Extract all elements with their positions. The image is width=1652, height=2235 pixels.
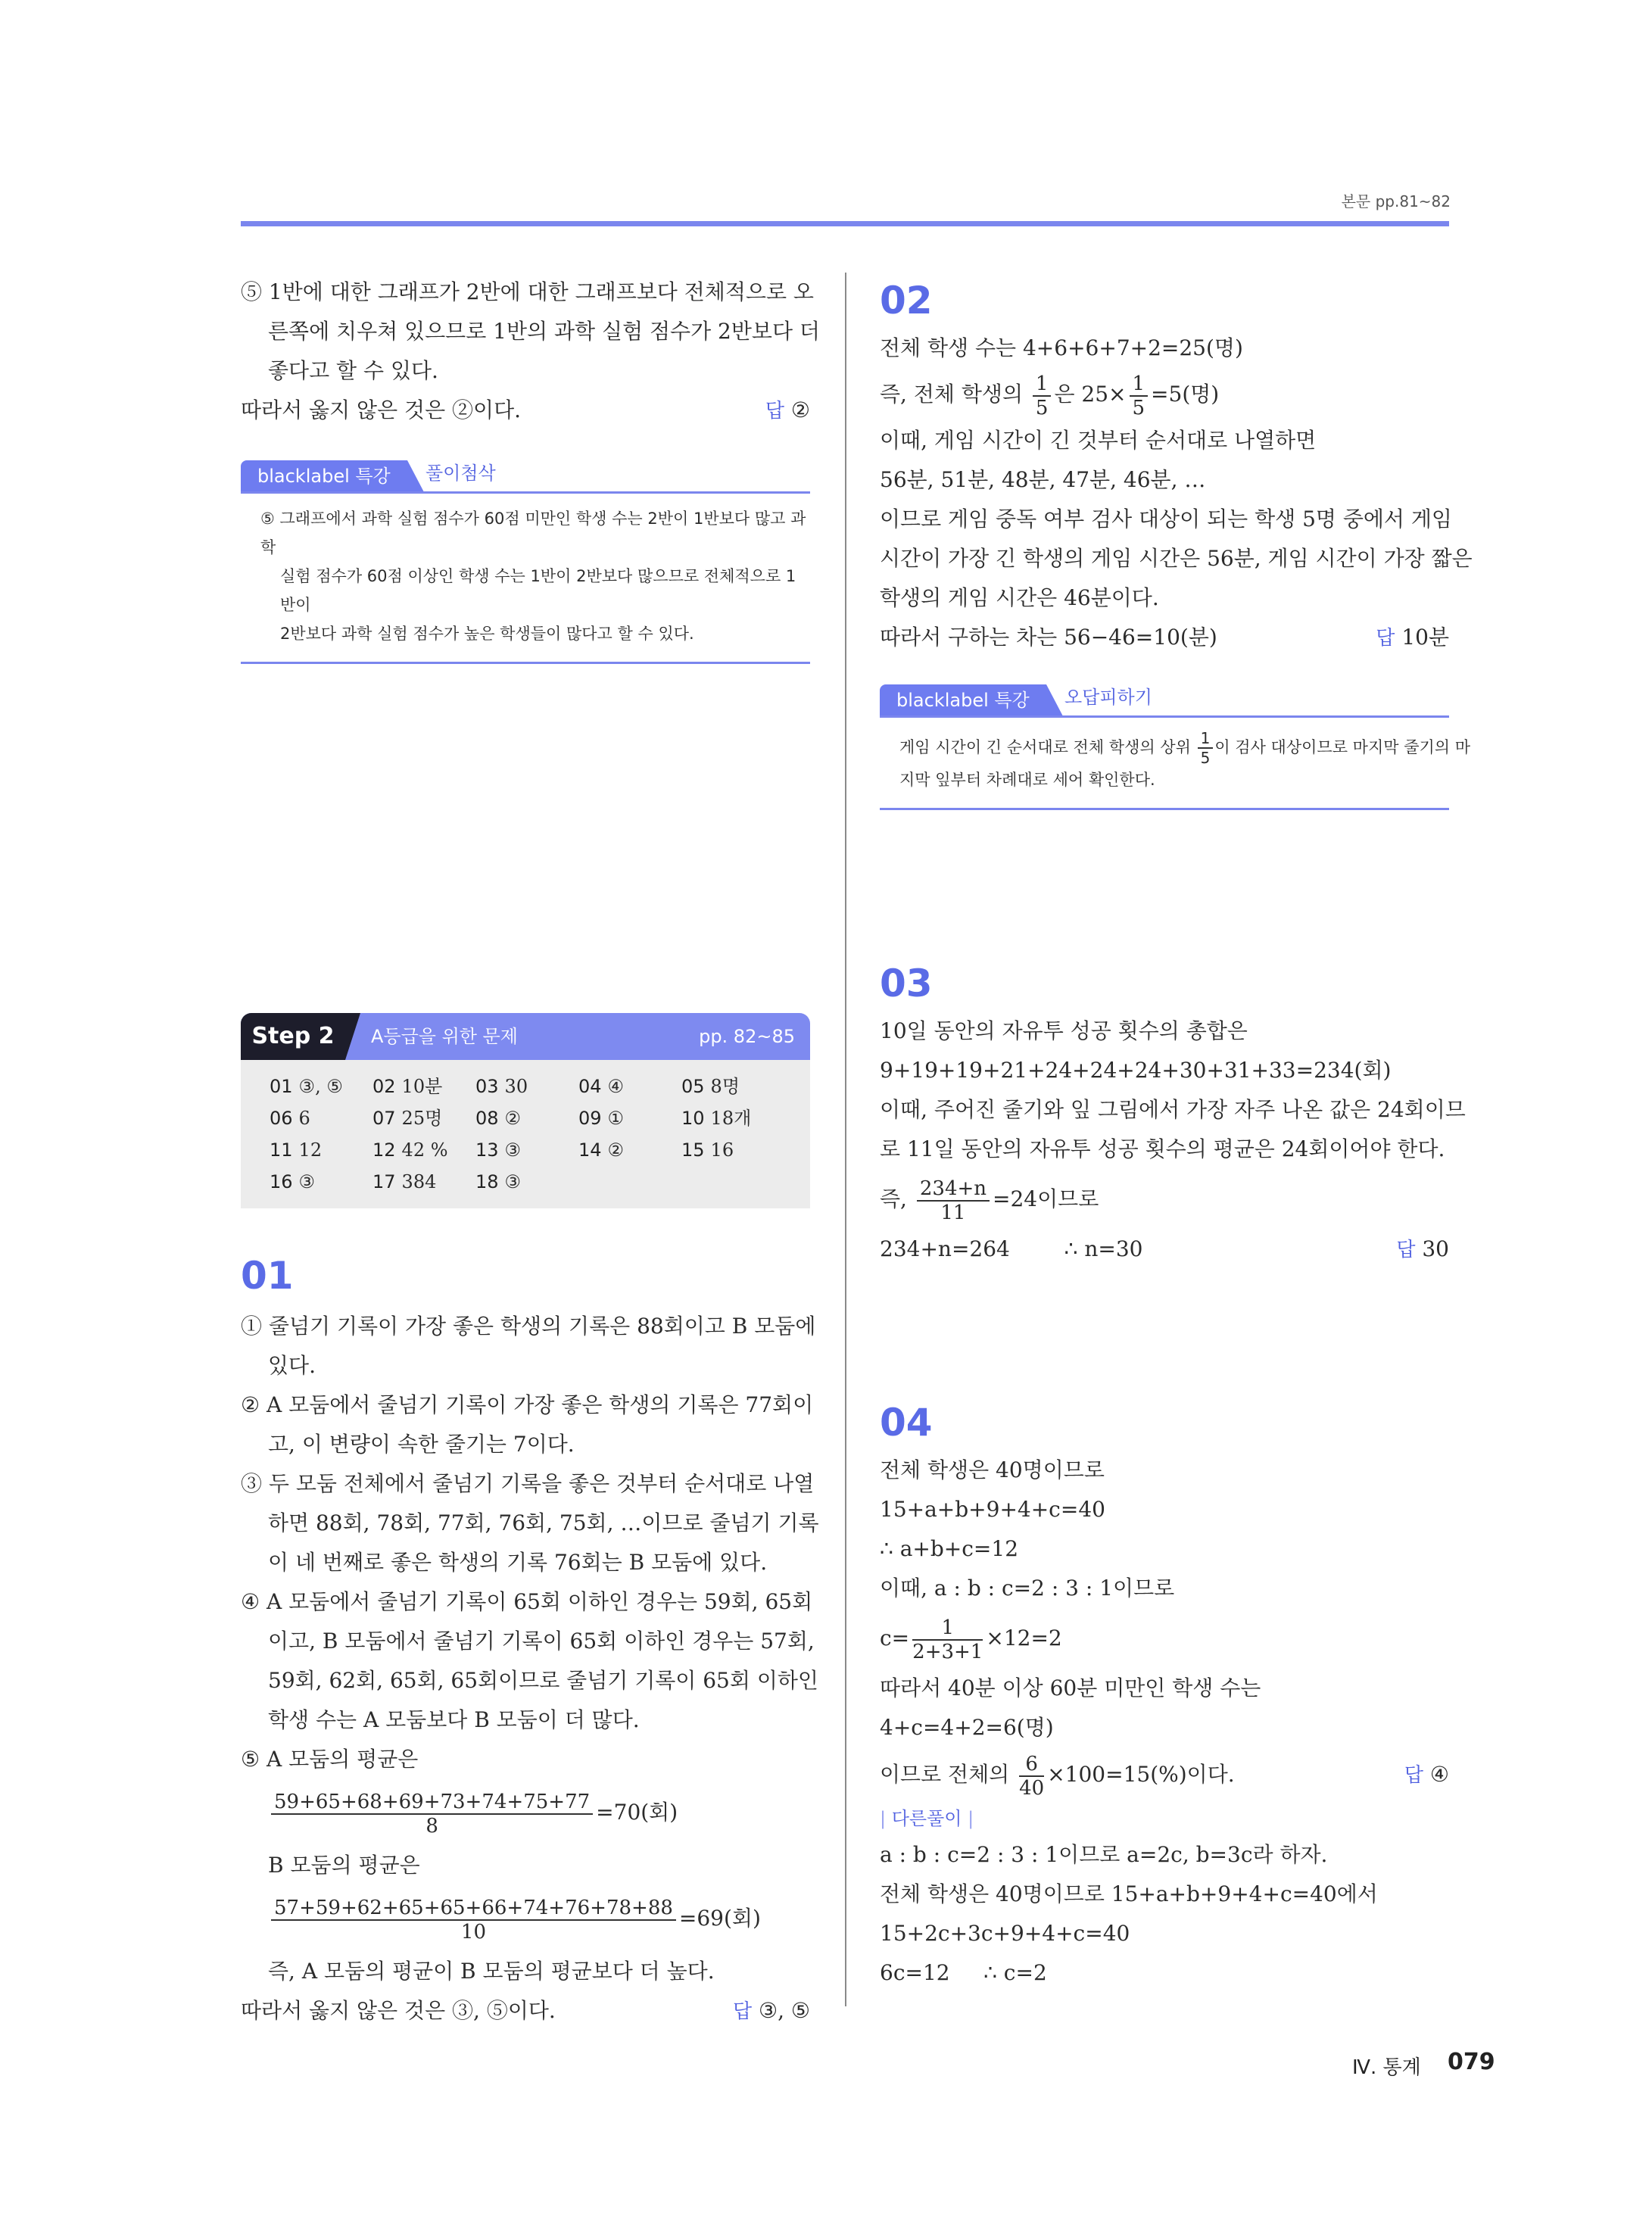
answer-key-number: 03 [475, 1076, 499, 1097]
text-line: ∴ a+b+c=12 [880, 1536, 1019, 1561]
answer-key-value: 6 [298, 1108, 310, 1129]
footer-page-number: 079 [1448, 2049, 1495, 2075]
step2-header [241, 1013, 810, 1060]
text-line: 하면 88회, 78회, 77회, 76회, 75회, …이므로 줄넘기 기록 [268, 1510, 819, 1535]
question-number: 04 [880, 1401, 933, 1445]
numerator: 1 [1033, 374, 1052, 397]
answer-key-number: 01 [270, 1076, 293, 1097]
blacklabel-subtitle: 오답피하기 [1064, 687, 1152, 708]
blacklabel-subtitle: 풀이첨삭 [425, 463, 496, 484]
answer-key-value: ③ [504, 1171, 522, 1192]
conclusion-row [241, 1991, 810, 2031]
final-row [880, 1230, 1449, 1269]
text-line: 있다. [268, 1353, 316, 1378]
answer-key-item [475, 1134, 521, 1166]
text-line: 른쪽에 치우쳐 있으므로 1반의 과학 실험 점수가 2반보다 더 [268, 319, 820, 344]
fraction [271, 1792, 593, 1836]
text-line: ⑤ A 모둠의 평균은 [241, 1747, 419, 1772]
text-line: ② A 모둠에서 줄넘기 기록이 가장 좋은 학생의 기록은 77회이 [241, 1392, 814, 1417]
answer-label: 답 [1376, 627, 1395, 650]
blacklabel-tab: blacklabel 특강 [880, 684, 1046, 716]
answer-key-item [372, 1166, 436, 1198]
fraction-line [880, 1169, 1449, 1230]
answer-label: 답 [1396, 1239, 1416, 1261]
text-line: 이때, 게임 시간이 긴 것부터 순서대로 나열하면 [880, 428, 1317, 453]
blacklabel-body [241, 494, 810, 662]
answer-key-value: ③ [504, 1139, 522, 1161]
question-03 [880, 955, 1466, 1269]
alt-label-text: 다른풀이 [891, 1808, 962, 1829]
answer [765, 391, 810, 431]
fraction-rest: =70(회) [596, 1800, 678, 1825]
answer [1404, 1755, 1449, 1795]
answer-key-value: 8명 [710, 1076, 740, 1097]
answer-key-value: 384 [401, 1171, 437, 1192]
text-line: ⑤ 그래프에서 과학 실험 점수가 60점 미만인 학생 수는 2반이 1반보다 많고 과학 [260, 510, 806, 556]
denominator: 40 [1019, 1776, 1045, 1800]
answer-key-number: 15 [681, 1139, 705, 1161]
answer-key-value: 25명 [401, 1108, 443, 1129]
text-line [899, 729, 1471, 767]
conclusion-row [241, 391, 810, 430]
fraction [1033, 374, 1052, 418]
fraction-line [880, 1608, 1449, 1669]
numerator: 1 [912, 1618, 983, 1641]
text-line: 시간이 가장 긴 학생의 게임 시간은 56분, 게임 시간이 가장 짧은 [880, 546, 1473, 571]
text-line: 15+a+b+9+4+c=40 [880, 1497, 1105, 1522]
answer-key-item [578, 1102, 624, 1134]
answer-key-item [372, 1102, 442, 1134]
top-rule [241, 221, 1449, 226]
numerator: 1 [1198, 731, 1214, 749]
text-line: 2반보다 과학 실험 점수가 높은 학생들이 많다고 할 수 있다. [280, 625, 694, 643]
footer-section-title: Ⅳ. 통계 [1352, 2056, 1421, 2079]
answer [1376, 618, 1449, 658]
blacklabel-box [241, 460, 810, 664]
text-part: 은 25× [1054, 382, 1127, 407]
text-line: B 모둠의 평균은 [268, 1853, 420, 1878]
answer-key-item [270, 1134, 322, 1166]
answer-key-number: 18 [475, 1171, 499, 1192]
text-line: ⑤ 1반에 대한 그래프가 2반에 대한 그래프보다 전체적으로 오 [241, 279, 814, 304]
answer-key-item [270, 1102, 310, 1134]
answer-key-item [270, 1166, 315, 1198]
fraction [912, 1618, 983, 1662]
answer-key-value: 42 % [401, 1139, 448, 1161]
column-divider [845, 273, 846, 2006]
fraction-line [241, 1779, 810, 1846]
fraction [1130, 374, 1149, 418]
fraction [1019, 1754, 1044, 1798]
blacklabel-body [880, 718, 1471, 808]
answer-key-item [270, 1071, 343, 1102]
answer-label: 답 [732, 2000, 753, 2023]
conclusion-text: 따라서 옳지 않은 것은 ②이다. [241, 397, 522, 422]
answer-key-number: 09 [578, 1108, 602, 1129]
text-part: =24이므로 [993, 1186, 1099, 1211]
text-part: ×100=15(%)이다. [1047, 1762, 1235, 1787]
answer-key-item [578, 1071, 624, 1102]
answer-key-number: 04 [578, 1076, 602, 1097]
answer-key-value: 16 [710, 1139, 734, 1161]
numerator: 57+59+62+65+65+66+74+76+78+88 [271, 1898, 676, 1921]
text-line: ④ A 모둠에서 줄넘기 기록이 65회 이하인 경우는 59회, 65회 [241, 1589, 813, 1614]
step2-answer-grid [241, 1060, 810, 1208]
text-line: 59회, 62회, 65회, 65회이므로 줄넘기 기록이 65회 이하인 [268, 1668, 818, 1693]
text-line: 실험 점수가 60점 이상인 학생 수는 1반이 2반보다 많으므로 전체적으로 1반이 [280, 567, 796, 614]
answer-key-number: 05 [681, 1076, 705, 1097]
text-line: 전체 학생 수는 4+6+6+7+2=25(명) [880, 335, 1243, 360]
text-line: ③ 두 모둠 전체에서 줄넘기 기록을 좋은 것부터 순서대로 나열 [241, 1471, 815, 1496]
question-number: 02 [880, 279, 933, 323]
answer-key-item [372, 1134, 448, 1166]
text-part: ×12=2 [986, 1626, 1062, 1651]
fraction-line [880, 1747, 1449, 1802]
fraction [1198, 731, 1214, 765]
text-line: 10일 동안의 자유투 성공 횟수의 총합은 [880, 1018, 1248, 1043]
conclusion-row [880, 618, 1449, 657]
blacklabel-rule [241, 491, 810, 494]
answer-key-item [475, 1166, 521, 1198]
blacklabel-bottom-rule [241, 662, 810, 664]
answer-key-item [578, 1134, 624, 1166]
fraction-line [880, 368, 1449, 421]
question-01 [241, 1248, 819, 2031]
alternative-solution-label: | 다른풀이 | [880, 1808, 974, 1829]
answer-key-item [372, 1071, 442, 1102]
denominator: 2+3+1 [912, 1640, 983, 1663]
answer-key-number: 16 [270, 1171, 293, 1192]
answer-key-number: 08 [475, 1108, 499, 1129]
question-02 [880, 273, 1473, 810]
answer-key-item [681, 1071, 740, 1102]
numerator: 59+65+68+69+73+74+75+77 [271, 1792, 593, 1815]
blacklabel-header [880, 684, 1449, 718]
step2-tab: Step 2 [241, 1013, 345, 1060]
answer-key-item [681, 1134, 734, 1166]
fraction [271, 1898, 676, 1942]
text-line: 고, 이 변량이 속한 줄기는 7이다. [268, 1432, 575, 1457]
text-line: 즉, A 모둠의 평균이 B 모둠의 평균보다 더 높다. [268, 1959, 715, 1984]
answer-key-number: 10 [681, 1108, 705, 1129]
blacklabel-bottom-rule [880, 808, 1449, 810]
conclusion-text: 따라서 옳지 않은 것은 ③, ⑤이다. [241, 1998, 556, 2023]
text-line: 좋다고 할 수 있다. [268, 358, 438, 383]
answer [733, 1991, 810, 2031]
text-part: 즉, [880, 1186, 907, 1211]
text-part: 게임 시간이 긴 순서대로 전체 학생의 상위 [899, 738, 1191, 756]
answer-key-number: 12 [372, 1139, 396, 1161]
numerator: 6 [1019, 1754, 1044, 1777]
answer-key-value: 12 [298, 1139, 323, 1161]
text-line: 지막 잎부터 차례대로 세어 확인한다. [899, 771, 1155, 789]
answer-value: ② [790, 397, 810, 422]
question-04 [880, 1395, 1449, 1993]
step2-title: A등급을 위한 문제 [371, 1026, 518, 1047]
answer-key-value: 18개 [710, 1108, 752, 1129]
denominator: 11 [940, 1201, 966, 1224]
answer-key-value: ② [607, 1139, 625, 1161]
denominator: 8 [425, 1814, 438, 1838]
answer-label: 답 [1404, 1764, 1423, 1787]
text-part: c= [880, 1626, 910, 1651]
answer-key-number: 02 [372, 1076, 396, 1097]
answer-key-number: 13 [475, 1139, 499, 1161]
text-line: 이 네 번째로 좋은 학생의 기록 76회는 B 모둠에 있다. [268, 1550, 768, 1575]
final-text [880, 1230, 1449, 1269]
text-line: 전체 학생은 40명이므로 [880, 1457, 1105, 1482]
text-line: ① 줄넘기 기록이 가장 좋은 학생의 기록은 88회이고 B 모둠에 [241, 1314, 816, 1339]
text-line: 6c=12 ∴ c=2 [880, 1960, 1047, 1985]
step2-answer-box [241, 1013, 810, 1208]
conclusion-text: 따라서 구하는 차는 56−46=10(분) [880, 625, 1217, 650]
blacklabel-tab: blacklabel 특강 [241, 460, 407, 492]
blacklabel-header [241, 460, 810, 494]
conclusion-row [880, 1747, 1449, 1802]
text-line: 이때, a : b : c=2 : 3 : 1이므로 [880, 1576, 1175, 1601]
text-part: =5(명) [1151, 382, 1220, 407]
text-line: 15+2c+3c+9+4+c=40 [880, 1921, 1130, 1946]
text-line: 학생의 게임 시간은 46분이다. [880, 585, 1159, 610]
step2-pages: pp. 82~85 [699, 1026, 795, 1047]
fraction-line [241, 1885, 810, 1952]
answer-key-item [475, 1102, 521, 1134]
denominator: 5 [1132, 396, 1145, 419]
answer-value: 10분 [1401, 625, 1449, 650]
answer-key-value: ③, ⑤ [298, 1076, 343, 1097]
text-line: 로 11일 동안의 자유투 성공 횟수의 평균은 24회이어야 한다. [880, 1136, 1445, 1161]
answer-value: ④ [1429, 1762, 1449, 1787]
answer-label: 답 [765, 400, 784, 422]
question-number: 01 [241, 1254, 294, 1298]
answer-value: 30 [1422, 1236, 1449, 1261]
answer [1396, 1230, 1449, 1270]
text-part: 이므로 전체의 [880, 1762, 1010, 1787]
answer-key-value: ① [607, 1108, 625, 1129]
numerator: 1 [1130, 374, 1149, 397]
answer-key-value: ④ [607, 1076, 625, 1097]
blacklabel-rule [880, 715, 1449, 718]
denominator: 5 [1035, 396, 1049, 419]
text-line: 9+19+19+21+24+24+24+30+31+33=234(회) [880, 1058, 1392, 1083]
text-line: 학생 수는 A 모둠보다 B 모둠이 더 많다. [268, 1707, 640, 1732]
denominator: 10 [460, 1920, 486, 1944]
text-part: 234+n=264 [880, 1236, 1010, 1261]
text-line: 56분, 51분, 48분, 47분, 46분, … [880, 467, 1206, 492]
answer-key-number: 17 [372, 1171, 396, 1192]
text-line: 이므로 게임 중독 여부 검사 대상이 되는 학생 5명 중에서 게임 [880, 507, 1452, 531]
fraction [917, 1179, 990, 1223]
answer-key-item [681, 1102, 751, 1134]
text-line: a : b : c=2 : 3 : 1이므로 a=2c, b=3c라 하자. [880, 1842, 1328, 1867]
text-part: 즉, 전체 학생의 [880, 382, 1023, 407]
denominator: 5 [1200, 749, 1211, 767]
text-part: ∴ n=30 [1064, 1236, 1143, 1261]
question-number: 03 [880, 962, 933, 1005]
text-line: 따라서 40분 이상 60분 미만인 학생 수는 [880, 1675, 1261, 1700]
answer-key-value: ② [504, 1108, 522, 1129]
answer-key-value: 10분 [401, 1076, 443, 1097]
answer-value: ③, ⑤ [758, 1998, 810, 2023]
text-line: 4+c=4+2=6(명) [880, 1715, 1054, 1740]
answer-key-number: 07 [372, 1108, 396, 1129]
answer-key-value: ③ [298, 1171, 316, 1192]
text-line: 이때, 주어진 줄기와 잎 그림에서 가장 자주 나온 값은 24회이므 [880, 1097, 1466, 1122]
answer-key-value: 30 [504, 1076, 528, 1097]
text-part: 이 검사 대상이므로 마지막 줄기의 마 [1214, 738, 1471, 756]
left-column [241, 273, 820, 664]
answer-key-number: 14 [578, 1139, 602, 1161]
page-reference: 본문 pp.81~82 [1341, 192, 1451, 210]
numerator: 234+n [917, 1179, 990, 1202]
fraction-rest: =69(회) [678, 1906, 761, 1931]
answer-key-number: 06 [270, 1108, 293, 1129]
answer-key-item [475, 1071, 528, 1102]
text-line: 전체 학생은 40명이므로 15+a+b+9+4+c=40에서 [880, 1881, 1378, 1906]
text-line: 이고, B 모둠에서 줄넘기 기록이 65회 이하인 경우는 57회, [268, 1629, 815, 1654]
blacklabel-box [880, 684, 1471, 810]
answer-key-number: 11 [270, 1139, 293, 1161]
